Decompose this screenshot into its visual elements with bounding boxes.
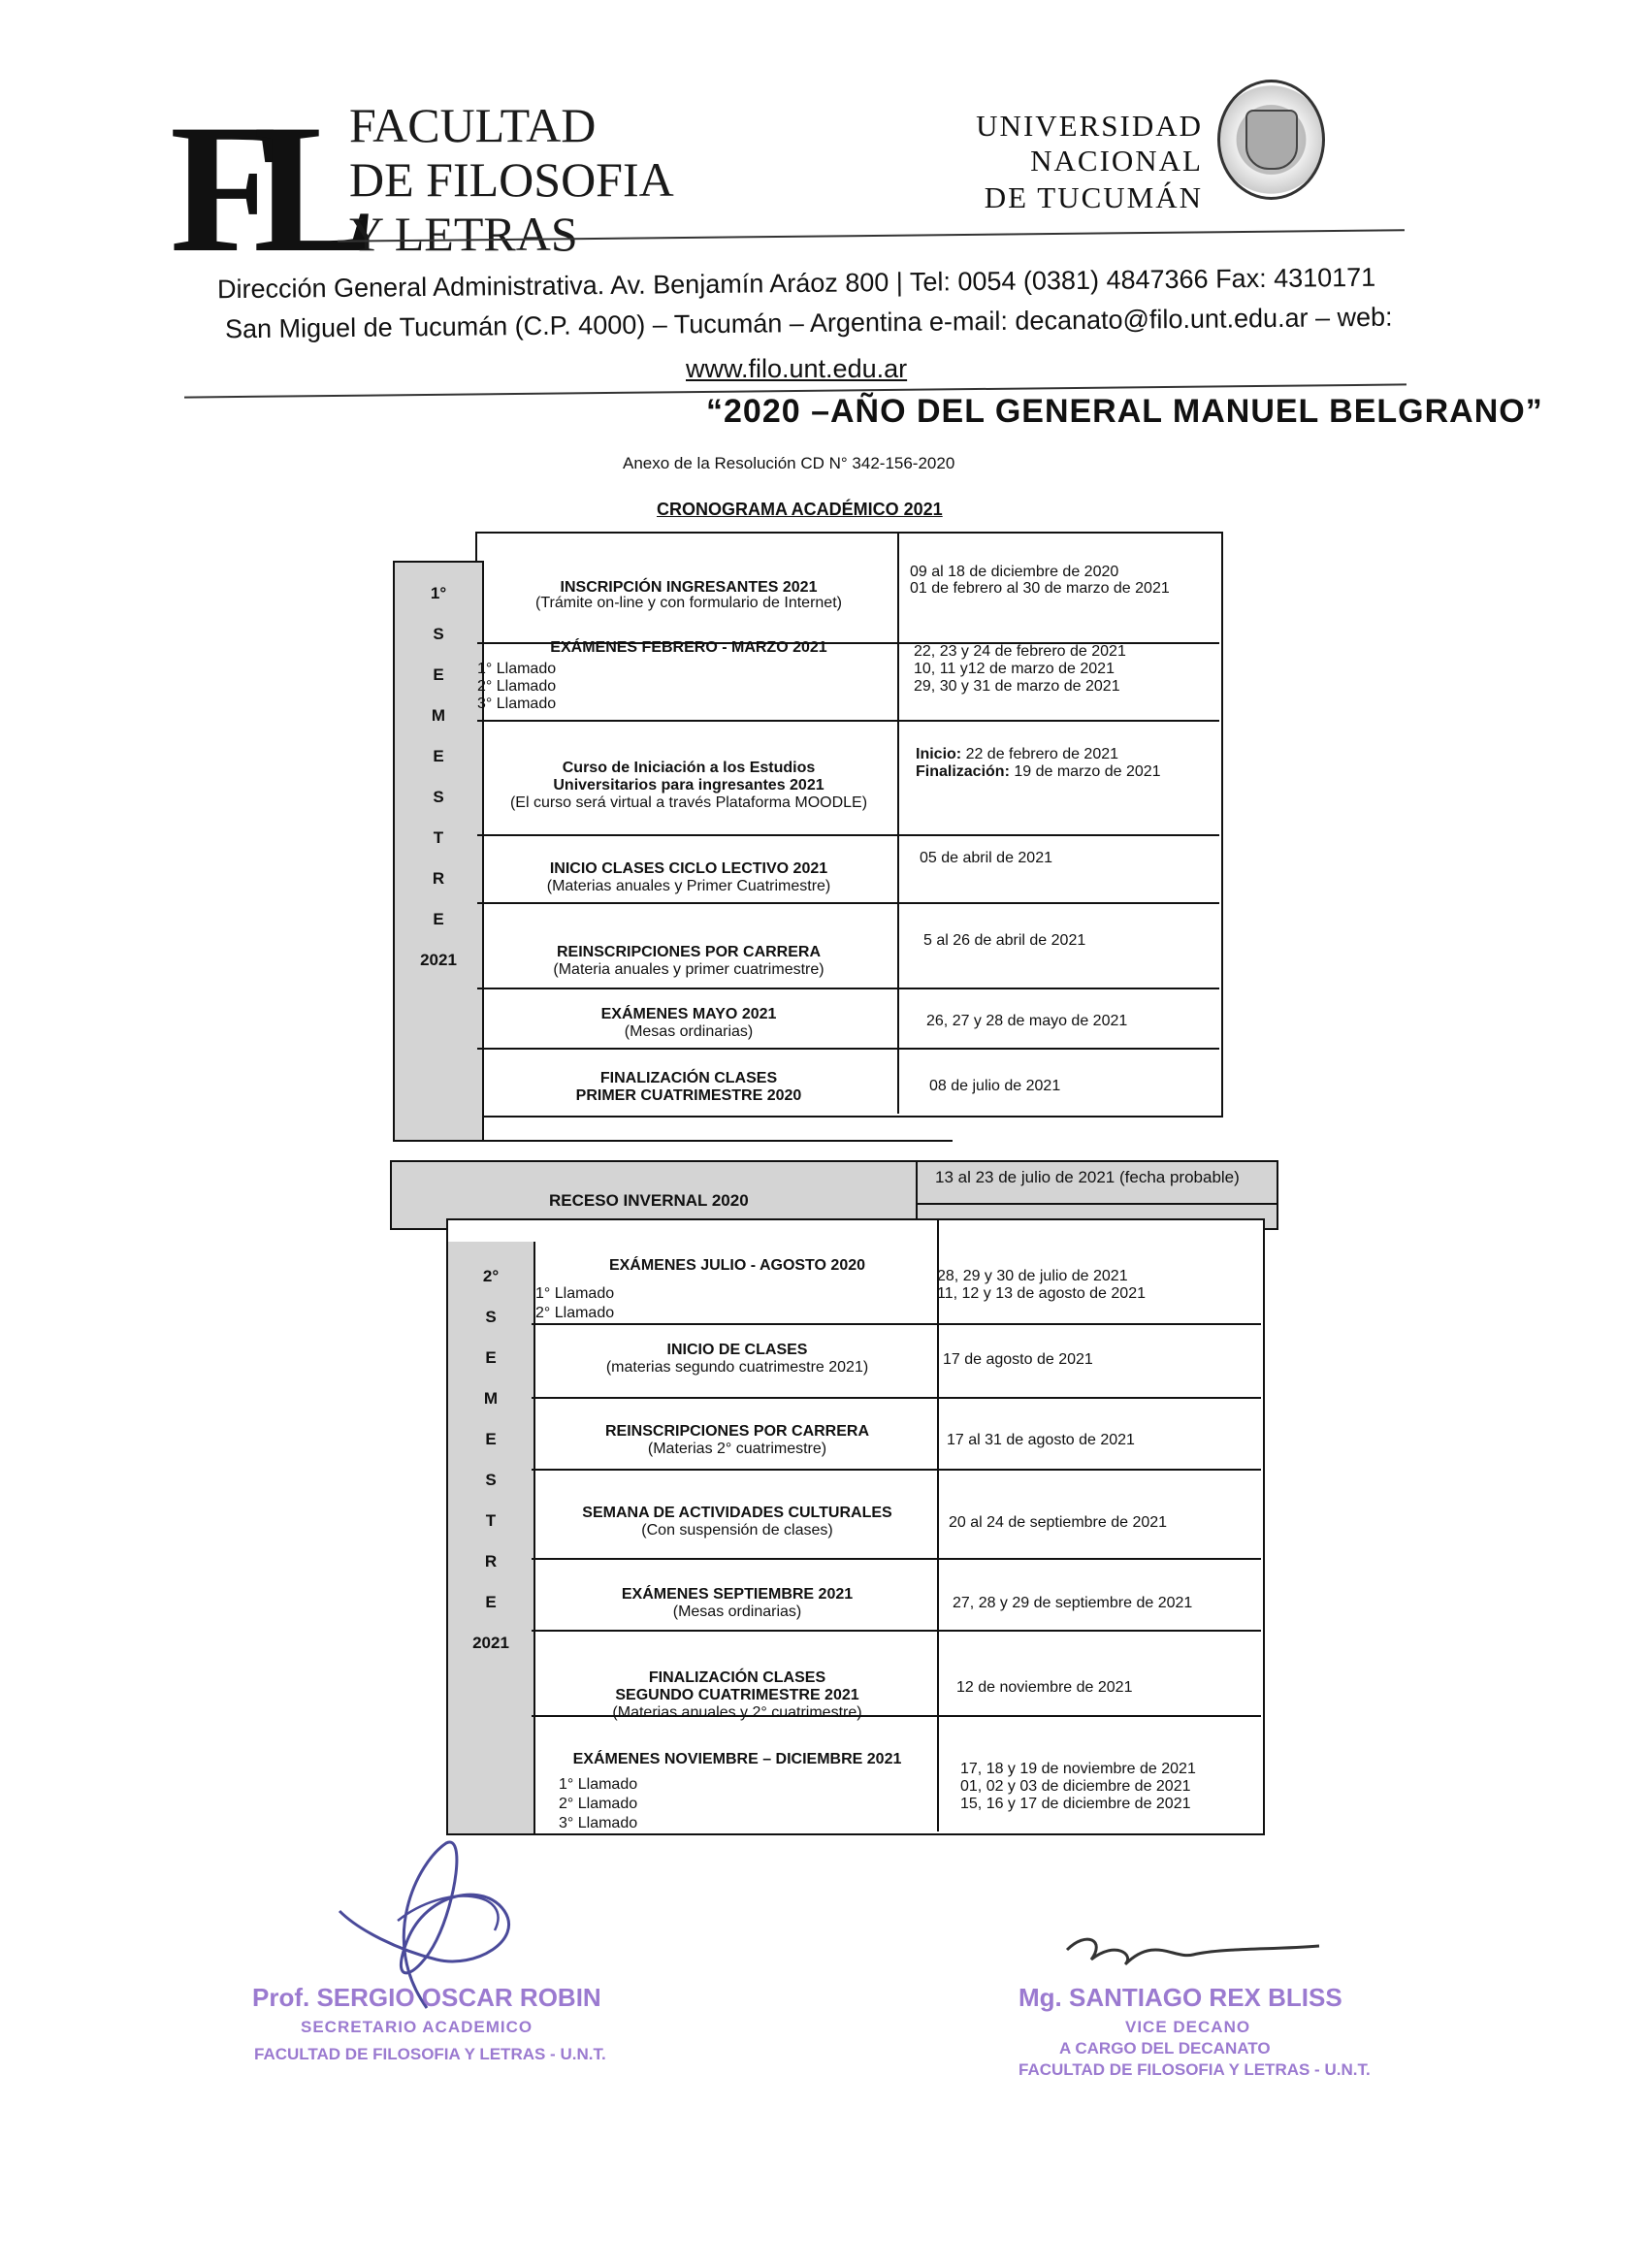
sem2-row7-sub2: 2° Llamado [559, 1796, 638, 1812]
sem2-row1-date1: 28, 29 y 30 de julio de 2021 [937, 1268, 1128, 1284]
sem2-row5-date1: 27, 28 y 29 de septiembre de 2021 [953, 1595, 1193, 1611]
motto: “2020 –AÑO DEL GENERAL MANUEL BELGRANO” [706, 393, 1543, 430]
sem1-row3-date-label2: Finalización: [916, 763, 1010, 780]
sem1-row1-date2: 01 de febrero al 30 de marzo de 2021 [910, 580, 1170, 597]
sem1-row6-date1: 26, 27 y 28 de mayo de 2021 [926, 1013, 1128, 1029]
sem1-row3-date-label1: Inicio: [916, 746, 962, 762]
left-stamp-role: SECRETARIO ACADEMICO [301, 2018, 534, 2036]
sem2-row1-sub1: 1° Llamado [535, 1285, 615, 1302]
address-line-1: Dirección General Administrativa. Av. Benjamín Aráoz 800 | Tel: 0054 (0381) 4847366 Fax: 4310171 [216, 262, 1376, 305]
sem2-row7-sub1: 1° Llamado [559, 1776, 638, 1793]
sem2-row4-title: SEMANA DE ACTIVIDADES CULTURALES [582, 1505, 892, 1521]
university-seal-icon [1217, 80, 1325, 200]
sem2-row5-sub: (Mesas ordinarias) [672, 1604, 802, 1620]
sem1-row4-date1: 05 de abril de 2021 [920, 850, 1052, 866]
winter-break-dates: 13 al 23 de julio de 2021 (fecha probable) [935, 1168, 1240, 1186]
university-name-line-2: NACIONAL [1030, 144, 1203, 178]
sem2-row7-sub3: 3° Llamado [559, 1815, 638, 1831]
sem1-row6-title: EXÁMENES MAYO 2021 [600, 1006, 777, 1022]
semester-2-column: 2° S E M E S T R E 2021 [446, 1242, 535, 1835]
sem2-row3-date1: 17 al 31 de agosto de 2021 [947, 1432, 1135, 1448]
right-stamp-role2: A CARGO DEL DECANATO [1059, 2039, 1271, 2057]
sem2-row5-title: EXÁMENES SEPTIEMBRE 2021 [621, 1586, 854, 1603]
sem1-row2-sub3: 3° Llamado [477, 696, 557, 712]
sem2-row7-date2: 01, 02 y 03 de diciembre de 2021 [960, 1778, 1191, 1795]
sem1-row6-sub: (Mesas ordinarias) [624, 1023, 754, 1040]
sem1-row7-title2: PRIMER CUATRIMESTRE 2020 [575, 1087, 802, 1104]
faculty-name-line-3: Y LETRAS [349, 207, 578, 261]
sem1-row7-title: FINALIZACIÓN CLASES [599, 1070, 778, 1086]
resolution-annex: Anexo de la Resolución CD N° 342-156-2020 [623, 454, 955, 472]
sem1-row3-title: Curso de Iniciación a los Estudios [562, 760, 816, 776]
sem1-row4-title: INICIO CLASES CICLO LECTIVO 2021 [549, 860, 828, 877]
sem1-row1-title: INSCRIPCIÓN INGRESANTES 2021 [560, 579, 818, 596]
sem2-row7-title: EXÁMENES NOVIEMBRE – DICIEMBRE 2021 [572, 1751, 902, 1767]
right-signature-icon [1048, 1921, 1339, 1989]
sem2-row4-sub: (Con suspensión de clases) [641, 1522, 833, 1539]
sem1-row3-date2: 19 de marzo de 2021 [1014, 763, 1161, 780]
university-name-line-1: UNIVERSIDAD [976, 109, 1203, 143]
sem2-row3-title: REINSCRIPCIONES POR CARRERA [604, 1423, 870, 1440]
sem1-row5-sub: (Materia anuales y primer cuatrimestre) [553, 961, 824, 978]
sem2-row1-date2: 11, 12 y 13 de agosto de 2021 [937, 1285, 1146, 1302]
sem1-row2-sub1: 1° Llamado [477, 661, 557, 677]
winter-break-title: RECESO INVERNAL 2020 [549, 1191, 749, 1210]
sem2-row6-title: FINALIZACIÓN CLASES [648, 1669, 826, 1686]
sem1-divider [897, 534, 899, 1114]
website-link[interactable]: www.filo.unt.edu.ar [686, 354, 908, 383]
sem2-row2-sub: (materias segundo cuatrimestre 2021) [605, 1359, 869, 1376]
sem1-row3-title2: Universitarios para ingresantes 2021 [553, 777, 824, 794]
sem1-row3-date1: 22 de febrero de 2021 [965, 746, 1119, 762]
semester-1-column: 1° S E M E S T R E 2021 [393, 561, 484, 1142]
sem1-row2-date2: 10, 11 y12 de marzo de 2021 [914, 661, 1115, 677]
sem2-row6-date1: 12 de noviembre de 2021 [956, 1679, 1133, 1696]
faculty-name-line-2: DE FILOSOFIA [349, 152, 674, 207]
faculty-logo: FL [170, 87, 347, 291]
sem2-row1-title: EXÁMENES JULIO - AGOSTO 2020 [608, 1257, 866, 1274]
sem1-row4-sub: (Materias anuales y Primer Cuatrimestre) [546, 878, 831, 894]
sem1-row7-date1: 08 de julio de 2021 [929, 1078, 1061, 1094]
left-stamp-faculty: FACULTAD DE FILOSOFIA Y LETRAS - U.N.T. [254, 2045, 606, 2063]
right-stamp-role: VICE DECANO [1125, 2018, 1251, 2036]
sem1-row1-date1: 09 al 18 de diciembre de 2020 [910, 564, 1119, 580]
sem1-row3-sub: (El curso será virtual a través Plataforma MOODLE) [509, 794, 868, 811]
sem1-row5-date1: 5 al 26 de abril de 2021 [923, 932, 1086, 949]
sem1-row5-title: REINSCRIPCIONES POR CARRERA [556, 944, 822, 960]
sem1-row2-date1: 22, 23 y 24 de febrero de 2021 [914, 643, 1126, 660]
page-title: CRONOGRAMA ACADÉMICO 2021 [657, 500, 943, 519]
sem1-row2-title: EXÁMENES FEBRERO - MARZO 2021 [550, 639, 827, 656]
faculty-name-line-1: FACULTAD [349, 98, 597, 152]
sem2-row6-title2: SEGUNDO CUATRIMESTRE 2021 [615, 1687, 859, 1703]
right-stamp-faculty: FACULTAD DE FILOSOFIA Y LETRAS - U.N.T. [1018, 2060, 1371, 2079]
sem2-divider [937, 1220, 939, 1831]
sem1-row1-sub: (Trámite on-line y con formulario de Internet) [535, 595, 842, 611]
sem2-row6-sub: (Materias anuales y 2° cuatrimestre) [612, 1704, 862, 1721]
sem2-row7-date1: 17, 18 y 19 de noviembre de 2021 [960, 1761, 1196, 1777]
sem1-row2-date3: 29, 30 y 31 de marzo de 2021 [914, 678, 1120, 695]
university-name-line-3: DE TUCUMÁN [984, 180, 1203, 214]
sem2-row7-date3: 15, 16 y 17 de diciembre de 2021 [960, 1796, 1191, 1812]
sem2-row1-sub2: 2° Llamado [535, 1305, 615, 1321]
sem2-row2-date1: 17 de agosto de 2021 [943, 1351, 1093, 1368]
left-stamp-name: Prof. SERGIO OSCAR ROBIN [252, 1983, 601, 2012]
right-stamp-name: Mg. SANTIAGO REX BLISS [1018, 1983, 1342, 2012]
address-line-2: San Miguel de Tucumán (C.P. 4000) – Tucumán – Argentina e-mail: decanato@filo.unt.edu.ar – web: [224, 302, 1393, 344]
sem2-row3-sub: (Materias 2° cuatrimestre) [647, 1441, 827, 1457]
sem2-row4-date1: 20 al 24 de septiembre de 2021 [949, 1514, 1168, 1531]
sem1-row2-sub2: 2° Llamado [477, 678, 557, 695]
sem2-row2-title: INICIO DE CLASES [666, 1342, 808, 1358]
